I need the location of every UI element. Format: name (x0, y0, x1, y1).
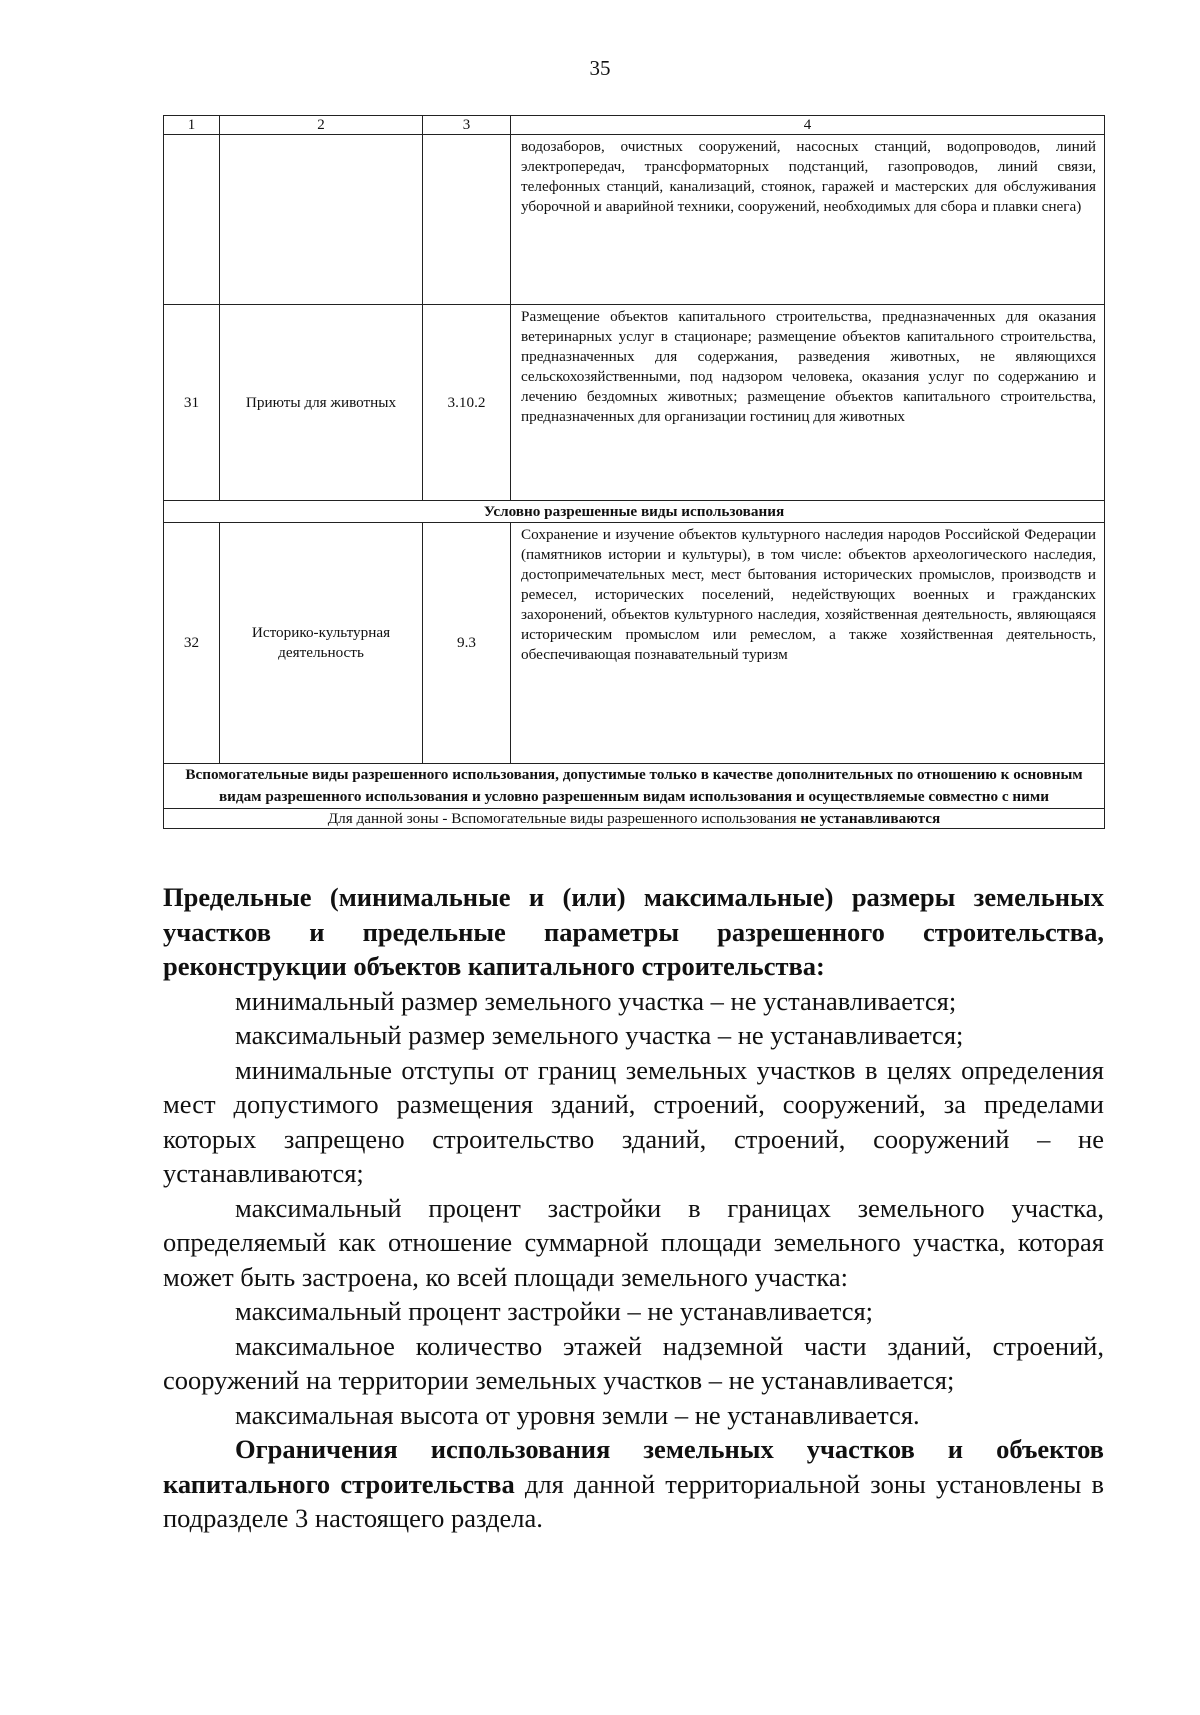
use-code: 9.3 (423, 523, 511, 764)
aux-note-text: Для данной зоны - Вспомогательные виды разрешенного использования (327, 810, 797, 827)
page-number: 35 (589, 56, 611, 80)
parameter-item: минимальные отступы от границ земельных участков в целях определения мест допустимого размещения зданий, строений, сооружений, за пределами которых запрещено строительство зданий, строений, сооружений – не устанавливаются; (163, 1054, 1104, 1188)
table-row (164, 523, 1105, 764)
use-code: 3.10.2 (423, 305, 511, 501)
section-title: Условно разрешенные виды использования (164, 501, 1105, 523)
use-description: Размещение объектов капитального строительства, предназначенных для оказания ветеринарных услуг в стационаре; размещение объектов капитального строительства, предназначенных для содержания, разведения животных, не являющихся сельскохозяйственными, под надзором человека, оказания услуг по содержанию и лечению бездомных животных; размещение объектов капитального строительства, предназначенных для организации гостиниц для животных (511, 305, 1105, 501)
table-header-row (164, 116, 1105, 135)
use-description: водозаборов, очистных сооружений, насосных станций, водопроводов, линий электропередач, трансформаторных подстанций, газопроводов, линий связи, телефонных станций, канализаций, стоянок, гаражей и мастерских для обслуживания уборочной и аварийной техники, сооружений, необходимых для сбора и плавки снега) (511, 135, 1105, 305)
use-code (423, 135, 511, 305)
land-use-table (163, 115, 1105, 829)
section-title-row (164, 764, 1105, 809)
restrictions-text: для данной территориальной зоны установлены в подразделе 3 настоящего раздела. (163, 1468, 1105, 1533)
row-number (164, 135, 220, 305)
parameter-item: максимальный процент застройки в границах земельного участка, определяемый как отношение суммарной площади земельного участка, которая может быть застроена, ко всей площади земельного участка: (163, 1192, 1104, 1292)
table-row (164, 809, 1105, 829)
parameter-item: максимальная высота от уровня земли – не устанавливается. (235, 1399, 920, 1430)
section-title: Вспомогательные виды разрешенного использования, допустимые только в качестве дополнительных по отношению к основным видам разрешенного использования и условно разрешенным видам использования и осуществляемые совместно с ними (164, 764, 1105, 809)
column-header: 4 (511, 116, 1105, 135)
parameters-section (163, 880, 1104, 1536)
use-name: Историко-культурная деятельность (220, 523, 423, 764)
parameter-item: максимальное количество этажей надземной части зданий, строений, сооружений на территории земельных участков – не устанавливается; (163, 1330, 1104, 1395)
parameter-item: минимальный размер земельного участка – не устанавливается; (235, 985, 957, 1016)
row-number: 32 (164, 523, 220, 764)
parameter-item: максимальный процент застройки – не устанавливается; (235, 1296, 874, 1326)
table-row (164, 135, 1105, 305)
row-number: 31 (164, 305, 220, 501)
use-name: Приюты для животных (220, 305, 423, 501)
use-name (220, 135, 423, 305)
parameters-heading: Предельные (минимальные и (или) максимальные) размеры земельных участков и предельные параметры разрешенного строительства, реконструкции объектов капитального строительства: (163, 882, 1104, 981)
restrictions-paragraph (163, 1432, 1104, 1536)
table-row (164, 305, 1105, 501)
column-header: 3 (423, 116, 511, 135)
aux-note-bold: не устанавливаются (800, 810, 941, 827)
section-title-row (164, 501, 1105, 523)
use-description: Сохранение и изучение объектов культурного наследия народов Российской Федерации (памятников истории и культуры), в том числе: объектов археологического наследия, достопримечательных мест, мест бытования исторических промыслов, производств и ремесел, исторических поселений, недействующих военных и гражданских захоронений, объектов культурного наследия, хозяйственная деятельность, являющаяся историческим промыслом или ремеслом, а также хозяйственная деятельность, обеспечивающая познавательный туризм (511, 523, 1105, 764)
aux-note (164, 809, 1105, 829)
column-header: 2 (220, 116, 423, 135)
parameter-item: максимальный размер земельного участка – не устанавливается; (235, 1020, 964, 1050)
restrictions-bold: Ограничения использования земельных участков и объектов капитального строительства (163, 1434, 1104, 1499)
column-header: 1 (164, 116, 220, 135)
